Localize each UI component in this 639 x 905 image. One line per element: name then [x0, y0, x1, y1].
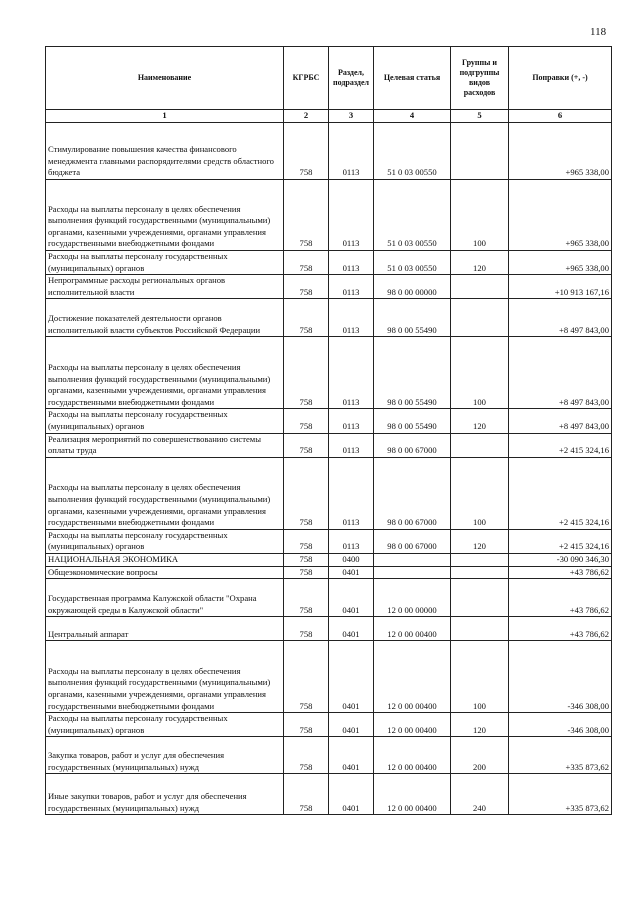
- row-kgrbs: 758: [284, 337, 329, 409]
- row-name: Расходы на выплаты персоналу государственных (муниципальных) органов: [46, 251, 284, 275]
- row-section: 0113: [329, 409, 374, 433]
- row-name: Расходы на выплаты персоналу в целях обеспечения выполнения функций государственными (муниципальными) органами, казенными учреждениями, органами управления государственными внебюджетными фондами: [46, 180, 284, 251]
- table-row: [46, 617, 612, 641]
- row-kgrbs: 758: [284, 617, 329, 641]
- row-amount: +8 497 843,00: [509, 409, 612, 433]
- row-kgrbs: 758: [284, 566, 329, 579]
- header-amount: Поправки (+, -): [509, 47, 612, 110]
- table-row: [46, 529, 612, 553]
- row-target: 98 0 00 67000: [374, 433, 451, 457]
- row-target: [374, 553, 451, 566]
- row-name: Непрограммные расходы региональных органов исполнительной власти: [46, 275, 284, 299]
- header-row: [46, 47, 612, 110]
- table-row: [46, 433, 612, 457]
- row-name: Расходы на выплаты персоналу государственных (муниципальных) органов: [46, 529, 284, 553]
- row-amount: -346 308,00: [509, 641, 612, 713]
- row-amount: +2 415 324,16: [509, 433, 612, 457]
- row-name: НАЦИОНАЛЬНАЯ ЭКОНОМИКА: [46, 553, 284, 566]
- row-amount: -346 308,00: [509, 713, 612, 737]
- row-section: 0401: [329, 617, 374, 641]
- row-target: 98 0 00 00000: [374, 275, 451, 299]
- row-group: [451, 566, 509, 579]
- row-group: 240: [451, 774, 509, 815]
- row-section: 0113: [329, 275, 374, 299]
- table-row: [46, 251, 612, 275]
- row-amount: +965 338,00: [509, 180, 612, 251]
- row-target: 12 0 00 00400: [374, 641, 451, 713]
- column-number: 1: [46, 110, 284, 123]
- row-amount: +335 873,62: [509, 737, 612, 774]
- row-section: 0401: [329, 737, 374, 774]
- row-name: Достижение показателей деятельности органов исполнительной власти субъектов Российской Федерации: [46, 299, 284, 337]
- row-name: Расходы на выплаты персоналу в целях обеспечения выполнения функций государственными (муниципальными) органами, казенными учреждениями, органами управления государственными внебюджетными фондами: [46, 457, 284, 529]
- table-row: [46, 409, 612, 433]
- row-target: 98 0 00 55490: [374, 337, 451, 409]
- row-kgrbs: 758: [284, 251, 329, 275]
- page-number: 118: [590, 26, 607, 38]
- row-target: 98 0 00 67000: [374, 457, 451, 529]
- row-kgrbs: 758: [284, 275, 329, 299]
- row-group: 100: [451, 457, 509, 529]
- header-section: Раздел, подраздел: [329, 47, 374, 110]
- row-amount: +43 786,62: [509, 566, 612, 579]
- row-target: 12 0 00 00400: [374, 774, 451, 815]
- row-amount: +43 786,62: [509, 579, 612, 617]
- row-section: 0401: [329, 774, 374, 815]
- row-group: [451, 553, 509, 566]
- row-section: 0113: [329, 529, 374, 553]
- row-group: [451, 579, 509, 617]
- header-target: Целевая статья: [374, 47, 451, 110]
- table-row: [46, 299, 612, 337]
- row-name: Реализация мероприятий по совершенствованию системы оплаты труда: [46, 433, 284, 457]
- row-group: 120: [451, 713, 509, 737]
- row-name: Расходы на выплаты персоналу в целях обеспечения выполнения функций государственными (муниципальными) органами, казенными учреждениями, органами управления государственными внебюджетными фондами: [46, 641, 284, 713]
- row-section: 0400: [329, 553, 374, 566]
- row-amount: +43 786,62: [509, 617, 612, 641]
- row-kgrbs: 758: [284, 529, 329, 553]
- table-row: [46, 713, 612, 737]
- column-number-row: [46, 110, 612, 123]
- column-number: 5: [451, 110, 509, 123]
- row-kgrbs: 758: [284, 641, 329, 713]
- table-row: [46, 566, 612, 579]
- table-row: [46, 457, 612, 529]
- row-section: 0113: [329, 337, 374, 409]
- row-section: 0113: [329, 123, 374, 180]
- header-group: Группы и подгруппы видов расходов: [451, 47, 509, 110]
- column-number: 3: [329, 110, 374, 123]
- row-section: 0401: [329, 566, 374, 579]
- table-row: [46, 579, 612, 617]
- row-target: 12 0 00 00400: [374, 737, 451, 774]
- row-name: Расходы на выплаты персоналу государственных (муниципальных) органов: [46, 409, 284, 433]
- row-amount: +965 338,00: [509, 123, 612, 180]
- row-kgrbs: 758: [284, 180, 329, 251]
- row-target: 98 0 00 67000: [374, 529, 451, 553]
- column-number: 4: [374, 110, 451, 123]
- row-section: 0401: [329, 579, 374, 617]
- row-target: 12 0 00 00400: [374, 617, 451, 641]
- header-name: Наименование: [46, 47, 284, 110]
- row-group: 120: [451, 409, 509, 433]
- column-number: 2: [284, 110, 329, 123]
- row-group: 100: [451, 337, 509, 409]
- row-target: [374, 566, 451, 579]
- row-kgrbs: 758: [284, 579, 329, 617]
- row-amount: +8 497 843,00: [509, 337, 612, 409]
- row-kgrbs: 758: [284, 123, 329, 180]
- row-group: [451, 299, 509, 337]
- row-name: Общеэкономические вопросы: [46, 566, 284, 579]
- table-row: [46, 553, 612, 566]
- row-target: 12 0 00 00400: [374, 713, 451, 737]
- row-name: Расходы на выплаты персоналу в целях обеспечения выполнения функций государственными (муниципальными) органами, казенными учреждениями, органами управления государственными внебюджетными фондами: [46, 337, 284, 409]
- row-amount: +2 415 324,16: [509, 529, 612, 553]
- row-name: Стимулирование повышения качества финансового менеджмента главными распорядителями средств областного бюджета: [46, 123, 284, 180]
- header-kgrbs: КГРБС: [284, 47, 329, 110]
- row-kgrbs: 758: [284, 713, 329, 737]
- row-name: Государственная программа Калужской области "Охрана окружающей среды в Калужской области": [46, 579, 284, 617]
- row-section: 0401: [329, 641, 374, 713]
- row-group: 100: [451, 180, 509, 251]
- table-row: [46, 737, 612, 774]
- row-amount: -30 090 346,30: [509, 553, 612, 566]
- budget-table: [45, 46, 612, 815]
- row-amount: +2 415 324,16: [509, 457, 612, 529]
- row-target: 98 0 00 55490: [374, 299, 451, 337]
- row-group: 100: [451, 641, 509, 713]
- row-name: Центральный аппарат: [46, 617, 284, 641]
- row-amount: +8 497 843,00: [509, 299, 612, 337]
- table-row: [46, 123, 612, 180]
- row-name: Иные закупки товаров, работ и услуг для обеспечения государственных (муниципальных) нужд: [46, 774, 284, 815]
- row-group: 120: [451, 251, 509, 275]
- row-section: 0401: [329, 713, 374, 737]
- row-section: 0113: [329, 251, 374, 275]
- table-row: [46, 337, 612, 409]
- row-kgrbs: 758: [284, 409, 329, 433]
- row-target: 51 0 03 00550: [374, 180, 451, 251]
- row-group: 120: [451, 529, 509, 553]
- row-group: [451, 275, 509, 299]
- row-kgrbs: 758: [284, 457, 329, 529]
- row-section: 0113: [329, 299, 374, 337]
- row-name: Расходы на выплаты персоналу государственных (муниципальных) органов: [46, 713, 284, 737]
- row-name: Закупка товаров, работ и услуг для обеспечения государственных (муниципальных) нужд: [46, 737, 284, 774]
- row-section: 0113: [329, 433, 374, 457]
- row-group: [451, 433, 509, 457]
- row-section: 0113: [329, 180, 374, 251]
- table-row: [46, 641, 612, 713]
- table-row: [46, 180, 612, 251]
- row-section: 0113: [329, 457, 374, 529]
- row-kgrbs: 758: [284, 299, 329, 337]
- row-kgrbs: 758: [284, 433, 329, 457]
- row-amount: +965 338,00: [509, 251, 612, 275]
- row-target: 12 0 00 00000: [374, 579, 451, 617]
- row-target: 51 0 03 00550: [374, 251, 451, 275]
- table-row: [46, 774, 612, 815]
- row-group: [451, 123, 509, 180]
- row-amount: +335 873,62: [509, 774, 612, 815]
- row-kgrbs: 758: [284, 737, 329, 774]
- row-target: 51 0 03 00550: [374, 123, 451, 180]
- row-kgrbs: 758: [284, 774, 329, 815]
- table-row: [46, 275, 612, 299]
- row-group: 200: [451, 737, 509, 774]
- row-group: [451, 617, 509, 641]
- column-number: 6: [509, 110, 612, 123]
- row-amount: +10 913 167,16: [509, 275, 612, 299]
- row-target: 98 0 00 55490: [374, 409, 451, 433]
- row-kgrbs: 758: [284, 553, 329, 566]
